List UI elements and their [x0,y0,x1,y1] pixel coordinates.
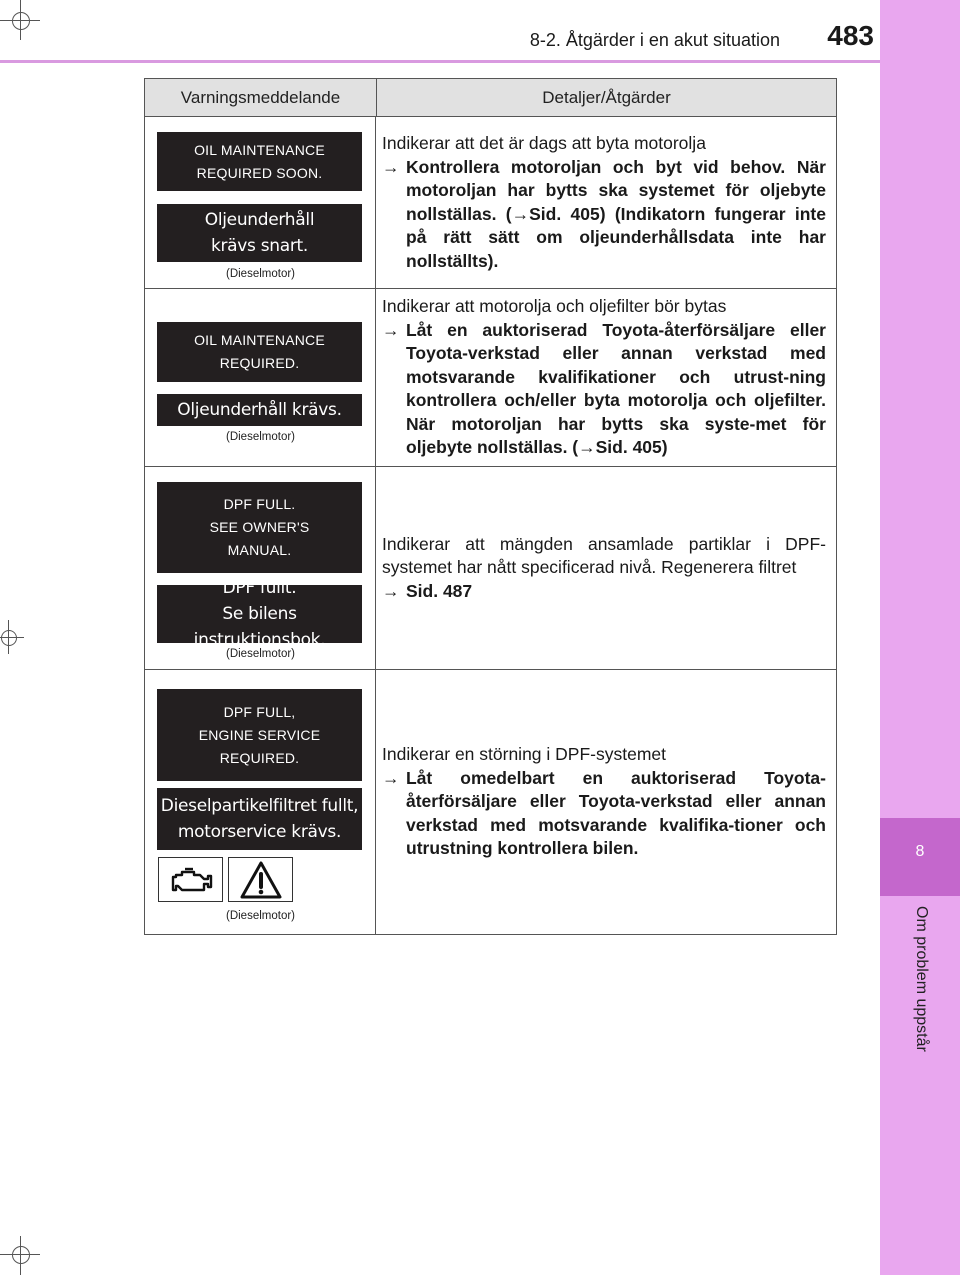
description: Indikerar att motorolja och oljefilter bör bytas [382,296,727,316]
details-cell [376,289,836,466]
header-message: Varningsmeddelande [145,79,377,116]
display-message-swedish: Oljeunderhåll krävs snart. [157,204,362,262]
description: Indikerar att mängden ansamlade partiklar i DPF-systemet har nått specificerad nivå. Regenerera filtret [382,533,826,578]
warning-triangle-icon [228,857,293,902]
action: → Sid. 487 [382,580,826,604]
table-header [145,79,836,117]
chapter-title: Om problem uppstår [913,906,930,1052]
chapter-number: 8 [915,843,925,860]
description: Indikerar att det är dags att byta motorolja [382,133,706,153]
details-cell [376,117,836,288]
engine-note: (Dieselmotor) [225,910,295,922]
display-message-swedish: Dieselpartikelfiltret fullt, motorservice krävs. [157,788,362,850]
message-cell [145,289,376,466]
warning-message-table [144,78,837,935]
display-message-english: OIL MAINTENANCE REQUIRED SOON. [157,132,362,191]
table-row [145,670,836,934]
arrow-icon: → [382,767,400,788]
arrow-icon: → [382,156,400,177]
display-message-english: OIL MAINTENANCE REQUIRED. [157,322,362,382]
message-cell [145,467,376,669]
engine-note: (Dieselmotor) [225,431,295,443]
table-row [145,467,836,670]
header-rule [0,60,880,63]
table-row [145,117,836,289]
table-row [145,289,836,467]
details-cell [376,467,836,669]
description: Indikerar en störning i DPF-systemet [382,744,666,765]
display-message-swedish: Oljeunderhåll krävs. [157,394,362,426]
message-cell [145,670,376,934]
details-cell [376,670,836,934]
display-message-english: DPF FULL. SEE OWNER'S MANUAL. [157,482,362,573]
arrow-icon: → [382,319,400,340]
page-number: 483 [827,20,874,51]
display-message-swedish: DPF fullt. Se bilens instruktionsbok. [157,585,362,643]
arrow-icon: → [382,580,400,601]
engine-note: (Dieselmotor) [225,648,295,660]
action: → Kontrollera motoroljan och byt vid behov. När motoroljan har bytts ska systemet för oljebyte nollställas. (→Sid. 405) (Indikatorn fungerar inte på rätt sätt om oljeunderhållsdata inte har nollställts). [382,156,826,274]
message-cell [145,117,376,288]
action: → Låt omedelbart en auktoriserad Toyota-återförsäljare eller Toyota-verkstad eller annan verkstad med motsvarande kvalifika-tioner och utrustning kontrollera bilen. [382,767,826,861]
check-engine-icon [158,857,223,902]
engine-note: (Dieselmotor) [225,268,295,280]
action: → Låt en auktoriserad Toyota-återförsäljare eller Toyota-verkstad eller annan verkstad med motsvarande kvalifikationer och utrust-ning kontrollera och/eller byta motorolja och oljefilter. När motoroljan har bytts ska syste-met för oljebyte nollställas. (→Sid. 405) [382,319,826,460]
display-message-english: DPF FULL, ENGINE SERVICE REQUIRED. [157,689,362,781]
chapter-side-tab [880,0,960,1275]
section-title: 8-2. Åtgärder i en akut situation [529,30,780,50]
header-details: Detaljer/Åtgärder [542,87,671,107]
